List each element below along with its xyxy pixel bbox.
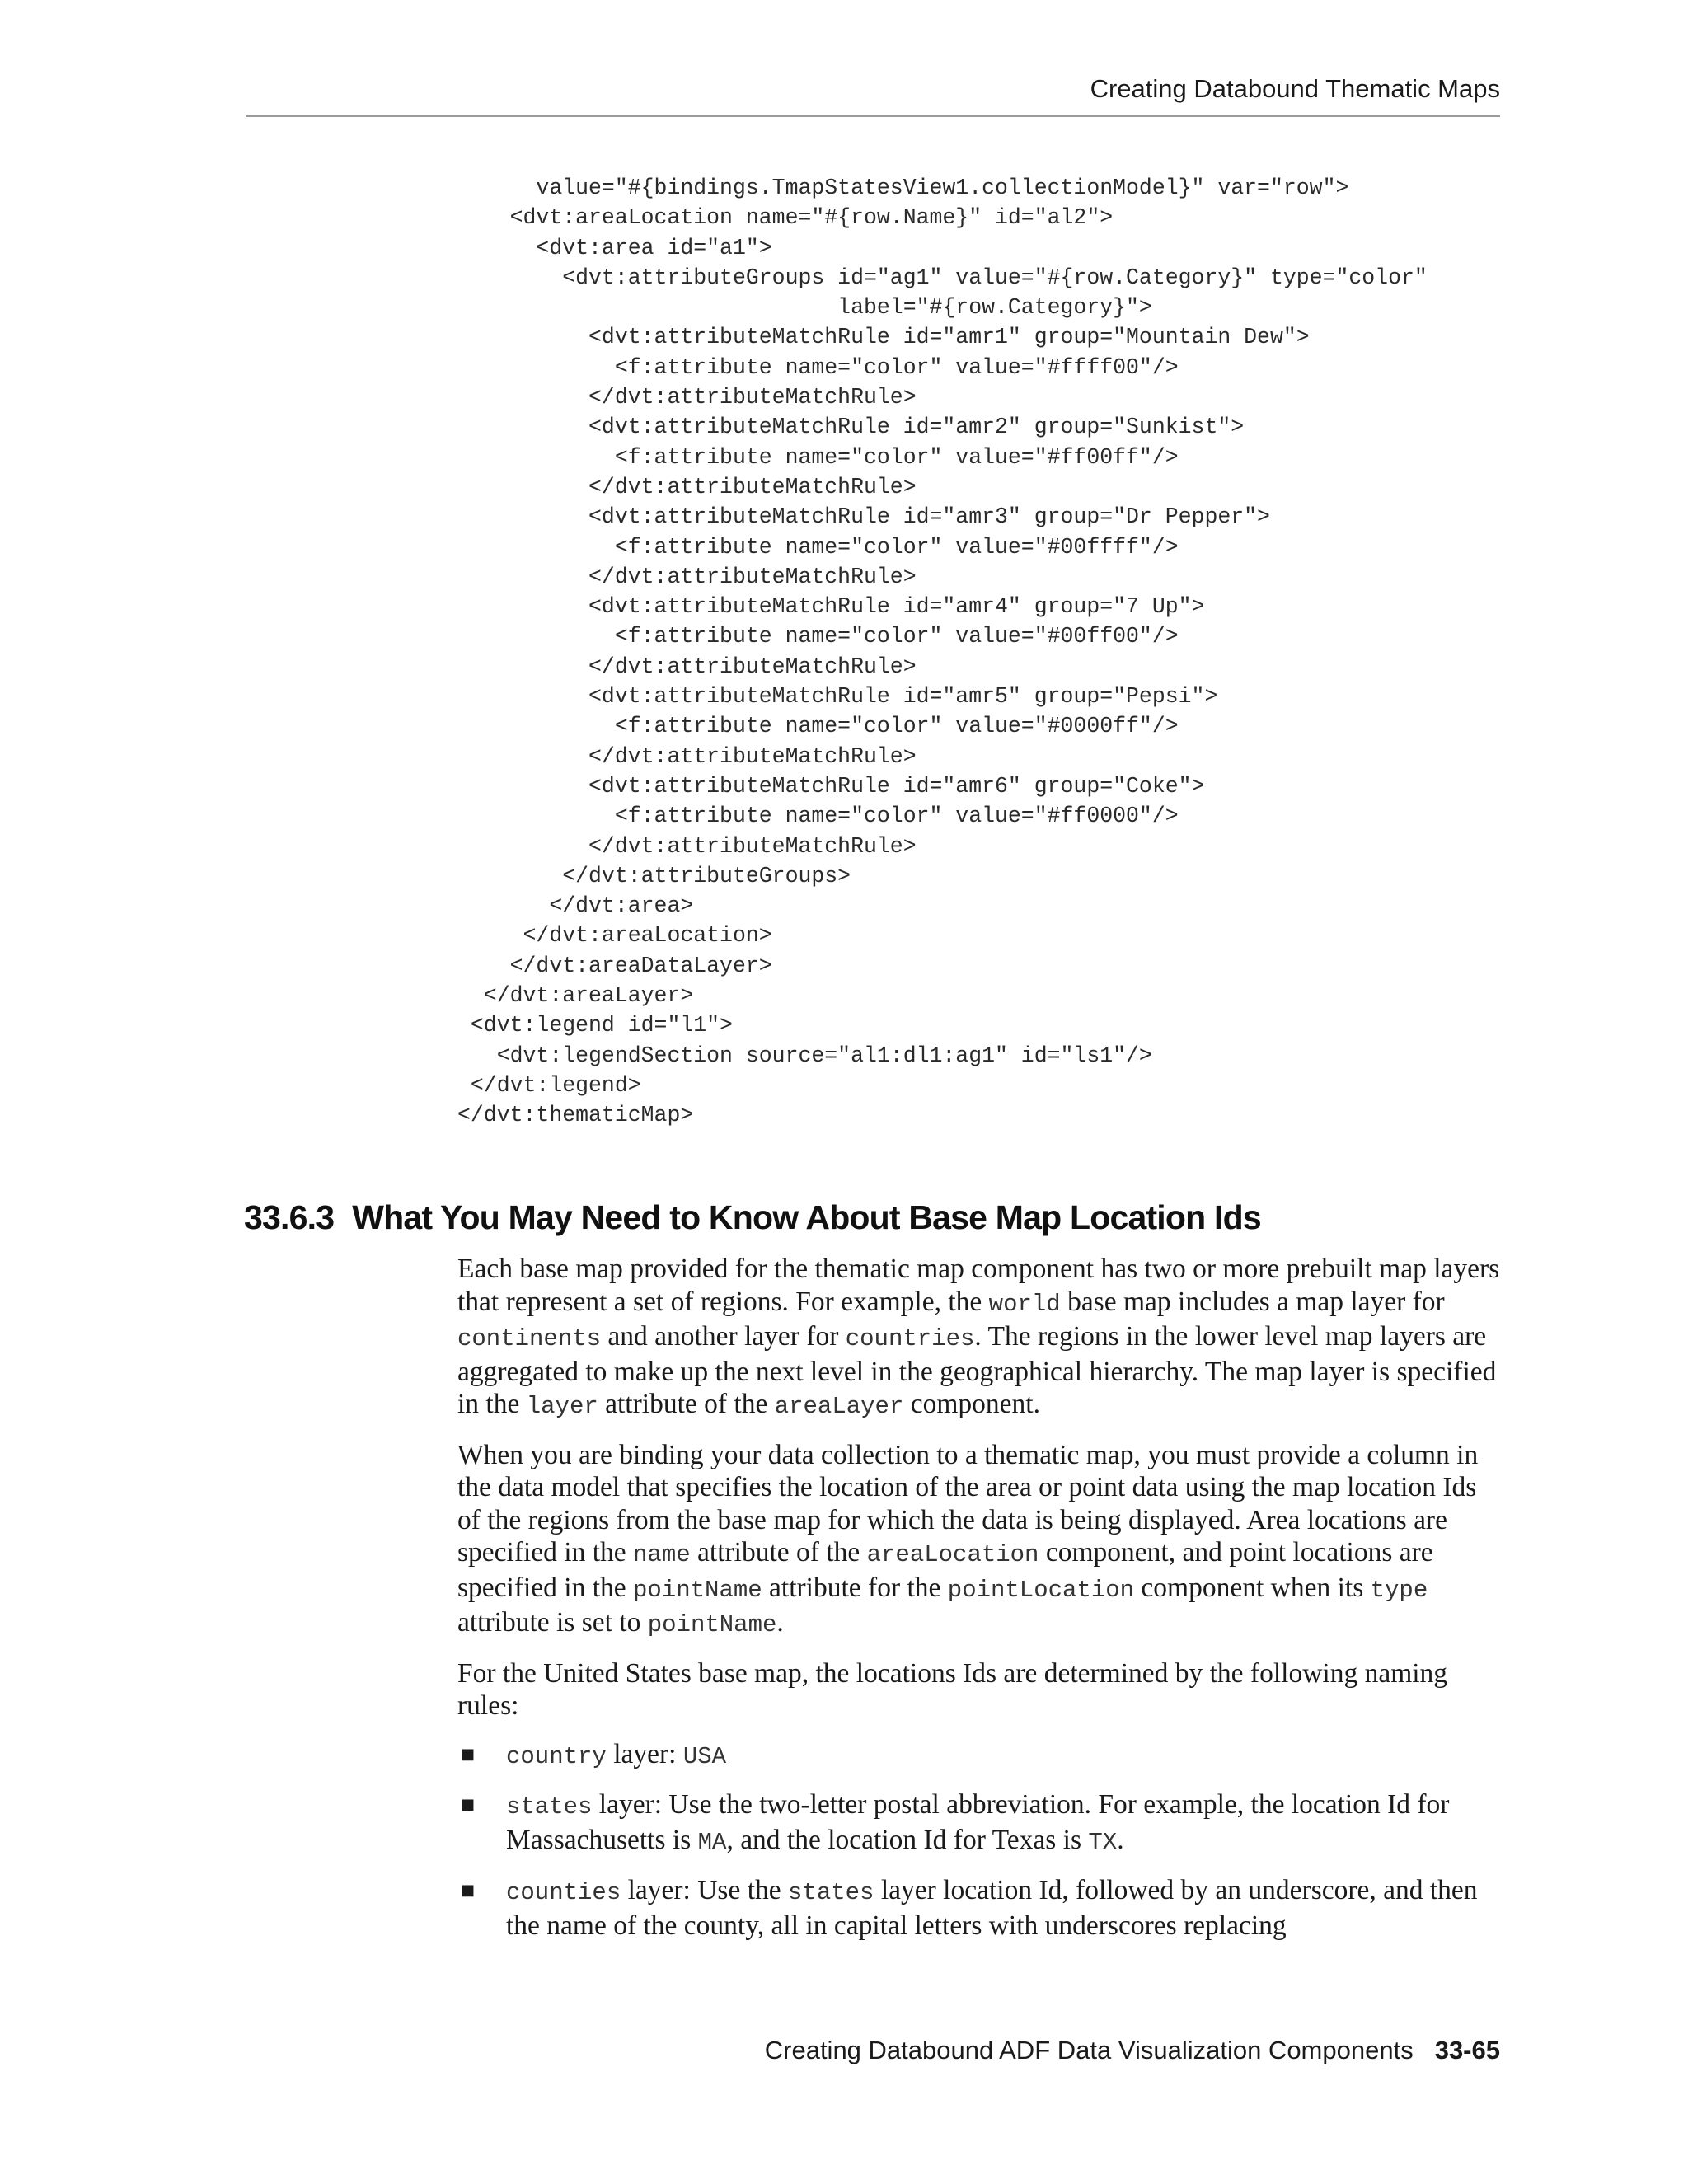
section-body xyxy=(457,1253,1504,1957)
code-line: value="#{bindings.TmapStatesView1.collectionModel}" var="row"> xyxy=(457,176,1349,200)
paragraph-naming-rules: For the United States base map, the locations Ids are determined by the following naming rules: xyxy=(457,1657,1448,1721)
code-term: MA xyxy=(697,1828,727,1856)
code-line: <dvt:area id="a1"> xyxy=(457,235,772,260)
code-term: pointName xyxy=(647,1611,777,1638)
code-line: <dvt:attributeMatchRule id="amr3" group="Dr Pepper"> xyxy=(457,504,1270,530)
text-run: attribute of the xyxy=(690,1537,867,1568)
naming-rules-list xyxy=(457,1738,1504,1943)
code-line: </dvt:attributeGroups> xyxy=(457,863,851,888)
code-term: pointName xyxy=(633,1576,762,1604)
code-line: <dvt:attributeMatchRule id="amr5" group="Pepsi"> xyxy=(457,684,1218,710)
paragraph-binding xyxy=(457,1439,1504,1642)
code-example xyxy=(457,173,1428,1131)
text-run: When you are binding your data collection to a thematic map, you must provide a column in the data model that specifies the location of the area or point data using the map location Ids of the regions from the base map for which the data is being displayed. Area locations are specified in the xyxy=(457,1439,1479,1568)
code-line: </dvt:area> xyxy=(457,893,694,919)
code-line: </dvt:attributeMatchRule> xyxy=(457,564,917,589)
text-run: base map includes a map layer for xyxy=(1060,1286,1445,1317)
code-line: <dvt:legend id="l1"> xyxy=(457,1013,733,1038)
code-line: <f:attribute name="color" value="#00ffff"/> xyxy=(457,534,1179,560)
code-term: areaLocation xyxy=(866,1541,1039,1568)
code-line: <dvt:areaLocation name="#{row.Name}" id="al2"> xyxy=(457,205,1114,231)
text-run: layer: Use the two-letter postal abbreviation. For example, the location Id for Massachusetts is xyxy=(506,1789,1450,1855)
text-run: component. xyxy=(903,1389,1040,1419)
code-line: <f:attribute name="color" value="#00ff00"/> xyxy=(457,624,1179,649)
section-heading xyxy=(244,1198,1261,1237)
text-run: . xyxy=(776,1607,784,1638)
text-run: layer: Use the xyxy=(621,1875,789,1905)
code-line: </dvt:attributeMatchRule> xyxy=(457,833,917,859)
code-line: <dvt:attributeMatchRule id="amr1" group="Mountain Dew"> xyxy=(457,325,1310,350)
code-term: country xyxy=(506,1742,607,1770)
text-run: layer location Id, followed by an underscore, and then the name of the county, all in capital letters with underscores replacing xyxy=(506,1875,1478,1941)
code-line: <dvt:attributeMatchRule id="amr4" group="7 Up"> xyxy=(457,594,1205,620)
text-run: component when its xyxy=(1134,1572,1371,1603)
code-line: </dvt:thematicMap> xyxy=(457,1103,694,1128)
list-item xyxy=(457,1788,1504,1858)
code-term: layer xyxy=(526,1393,598,1420)
text-run: attribute is set to xyxy=(457,1607,648,1638)
bullet-square-icon: ■ xyxy=(461,1882,476,1899)
code-term: areaLayer xyxy=(774,1393,904,1420)
text-run: . xyxy=(1117,1824,1124,1855)
text-run: layer: xyxy=(606,1738,683,1769)
code-line: <f:attribute name="color" value="#ffff00"/> xyxy=(457,354,1179,380)
code-line: </dvt:areaLocation> xyxy=(457,923,772,949)
text-run: , and the location Id for Texas is xyxy=(726,1824,1089,1855)
section-number: 33.6.3 xyxy=(244,1198,335,1236)
code-term: USA xyxy=(682,1742,727,1770)
code-term: TX xyxy=(1088,1828,1118,1856)
text-run: attribute of the xyxy=(598,1389,775,1419)
code-term: name xyxy=(633,1541,691,1568)
list-item xyxy=(457,1738,1504,1774)
code-term: countries xyxy=(845,1325,975,1352)
code-line: <dvt:legendSection source="al1:dl1:ag1" id="ls1"/> xyxy=(457,1043,1152,1068)
page-footer xyxy=(765,2036,1500,2065)
code-term: continents xyxy=(457,1325,602,1352)
section-title: What You May Need to Know About Base Map Location Ids xyxy=(352,1198,1261,1236)
code-line: </dvt:attributeMatchRule> xyxy=(457,474,917,499)
code-line: label="#{row.Category}"> xyxy=(457,295,1152,321)
code-line: </dvt:areaDataLayer> xyxy=(457,953,772,978)
code-line: <dvt:attributeMatchRule id="amr2" group="Sunkist"> xyxy=(457,415,1245,440)
running-header-title: Creating Databound Thematic Maps xyxy=(1090,74,1500,103)
code-term: states xyxy=(506,1793,593,1821)
code-line: <dvt:attributeMatchRule id="amr6" group="Coke"> xyxy=(457,773,1205,799)
text-run: Each base map provided for the thematic map component has two or more prebuilt map layers that represent a set of regions. For example, the xyxy=(457,1254,1500,1317)
code-term: states xyxy=(788,1879,874,1906)
footer-title: Creating Databound ADF Data Visualization Components xyxy=(764,2036,1414,2064)
paragraph-base-maps xyxy=(457,1253,1504,1423)
code-term: pointLocation xyxy=(947,1576,1135,1604)
code-line: </dvt:areaLayer> xyxy=(457,983,694,1009)
code-line: <f:attribute name="color" value="#ff0000"/> xyxy=(457,804,1179,829)
code-line: </dvt:attributeMatchRule> xyxy=(457,385,917,410)
code-term: type xyxy=(1370,1576,1428,1604)
code-term: counties xyxy=(506,1879,621,1906)
code-line: </dvt:attributeMatchRule> xyxy=(457,743,917,769)
text-run: . The regions in the lower level map layers are aggregated to make up the next level in the geographical hierarchy. The map layer is specified in the xyxy=(457,1321,1497,1419)
code-line: </dvt:attributeMatchRule> xyxy=(457,654,917,679)
text-run: component, and point locations are specified in the xyxy=(457,1537,1433,1603)
bullet-square-icon: ■ xyxy=(461,1745,476,1763)
code-term: world xyxy=(988,1290,1061,1318)
page-header xyxy=(246,73,1500,117)
page-number: 33-65 xyxy=(1434,2036,1500,2064)
text-run: attribute for the xyxy=(762,1572,948,1603)
code-line: <f:attribute name="color" value="#ff00ff"/> xyxy=(457,444,1179,470)
code-line: <f:attribute name="color" value="#0000ff"/> xyxy=(457,714,1179,739)
code-line: </dvt:legend> xyxy=(457,1072,641,1098)
bullet-square-icon: ■ xyxy=(461,1796,476,1813)
code-line: <dvt:attributeGroups id="ag1" value="#{row.Category}" type="color" xyxy=(457,265,1428,290)
text-run: and another layer for xyxy=(601,1321,846,1352)
list-item xyxy=(457,1874,1504,1942)
